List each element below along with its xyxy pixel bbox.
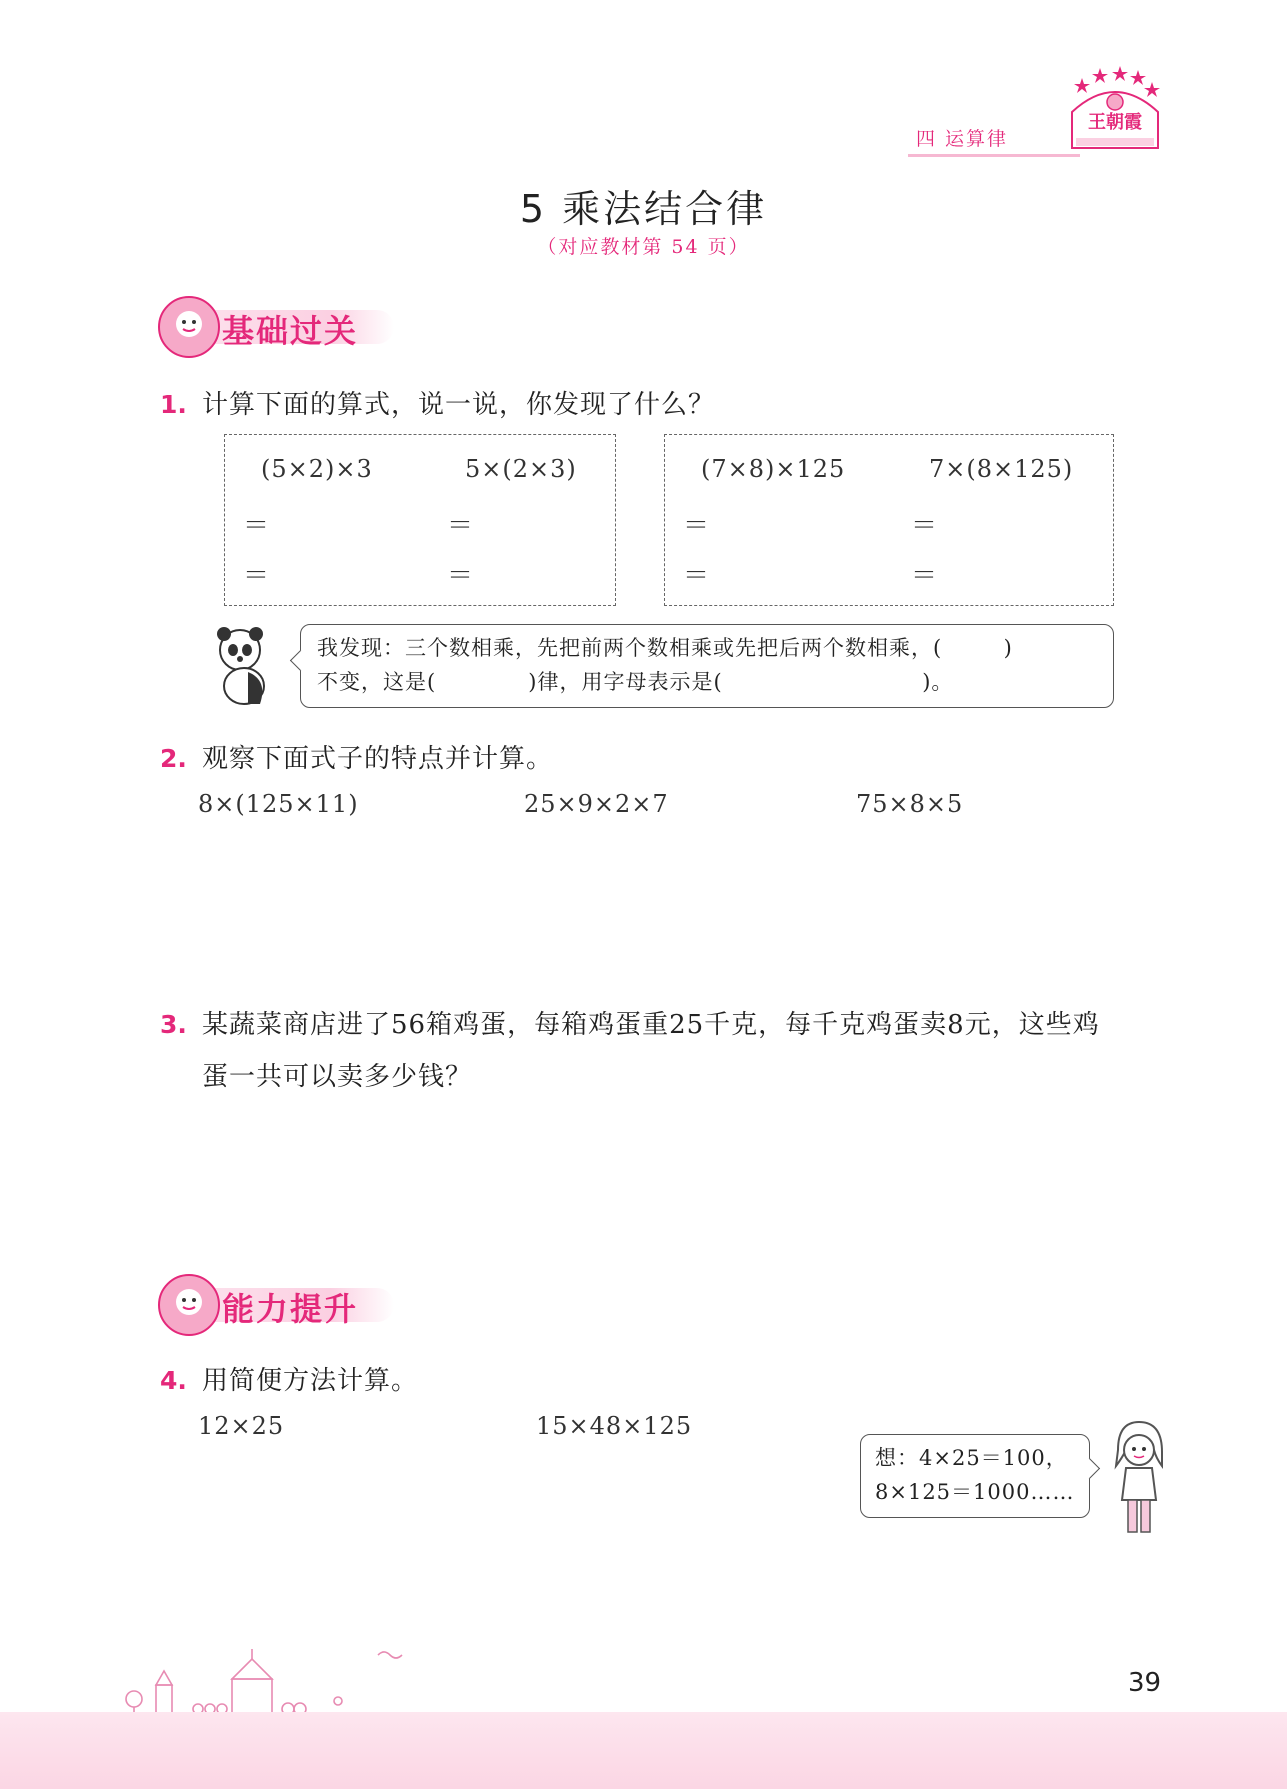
expression-left: (5×2)×3 [261,455,373,483]
expression: 8×(125×11) [198,790,359,818]
chapter-tag [908,124,1080,154]
question-1 [160,384,715,421]
equals-sign: ＝ [447,511,474,541]
question-4 [160,1360,418,1397]
hint-line-2: 8×125＝1000…… [875,1480,1075,1504]
question-number: 1. [160,390,187,419]
equals-sign: ＝ [447,561,474,591]
question-number: 3. [160,1010,187,1039]
equals-sign: ＝ [683,511,710,541]
equals-sign: ＝ [243,511,270,541]
question-3 [160,1004,1100,1041]
svg-text:王朝霞: 王朝霞 [1088,112,1142,133]
girl-character-icon [1104,1420,1174,1538]
section-banner-advanced [158,1274,398,1334]
calc-box-2 [664,434,1114,606]
expression-right: 7×(8×125) [929,455,1074,483]
bubble-tail [290,650,311,671]
chapter-underline [908,154,1080,157]
equals-sign: ＝ [911,561,938,591]
equals-sign: ＝ [911,511,938,541]
chapter-label: 四 运算律 [916,128,1009,150]
question-2 [160,738,553,775]
equals-sign: ＝ [243,561,270,591]
section-label-advanced: 能力提升 [222,1290,359,1328]
question-text-line-2: 蛋一共可以卖多少钱？ [202,1062,473,1092]
footer-decoration-icon [122,1645,422,1721]
mascot-girl-icon [158,1274,220,1336]
textbook-reference: （对应教材第 54 页） [537,236,750,258]
panda-mascot-icon [208,624,278,708]
expression-right: 5×(2×3) [465,455,577,483]
expression-left: (7×8)×125 [701,455,846,483]
equals-sign: ＝ [683,561,710,591]
footer-band [0,1712,1287,1789]
question-text: 计算下面的算式，说一说，你发现了什么？ [202,390,716,420]
mascot-girl-icon [158,296,220,358]
section-label-basic: 基础过关 [222,312,359,350]
discovery-bubble [300,624,1114,708]
question-number: 2. [160,744,187,773]
question-text: 用简便方法计算。 [202,1366,419,1396]
bubble-tail [1079,1458,1100,1479]
expression: 75×8×5 [856,790,964,818]
expression: 25×9×2×7 [524,790,669,818]
expression: 12×25 [198,1412,285,1440]
question-text-line-1: 某蔬菜商店进了56箱鸡蛋，每箱鸡蛋重25千克，每千克鸡蛋卖8元，这些鸡 [202,1010,1100,1040]
question-number: 4. [160,1366,187,1395]
expression: 15×48×125 [536,1412,693,1440]
question-text: 观察下面式子的特点并计算。 [202,744,554,774]
discovery-line-2: 不变，这是( )律，用字母表示是( )。 [317,670,954,694]
discovery-line-1: 我发现：三个数相乘，先把前两个数相乘或先把后两个数相乘，( ) [317,636,1013,660]
hint-bubble [860,1434,1090,1518]
brand-logo-icon [1062,62,1168,156]
page-number: 39 [1128,1668,1162,1698]
hint-line-1: 想：4×25＝100， [875,1446,1068,1470]
calc-box-1 [224,434,616,606]
section-banner-basic [158,296,398,356]
page-title: 5 乘法结合律 [519,187,768,231]
